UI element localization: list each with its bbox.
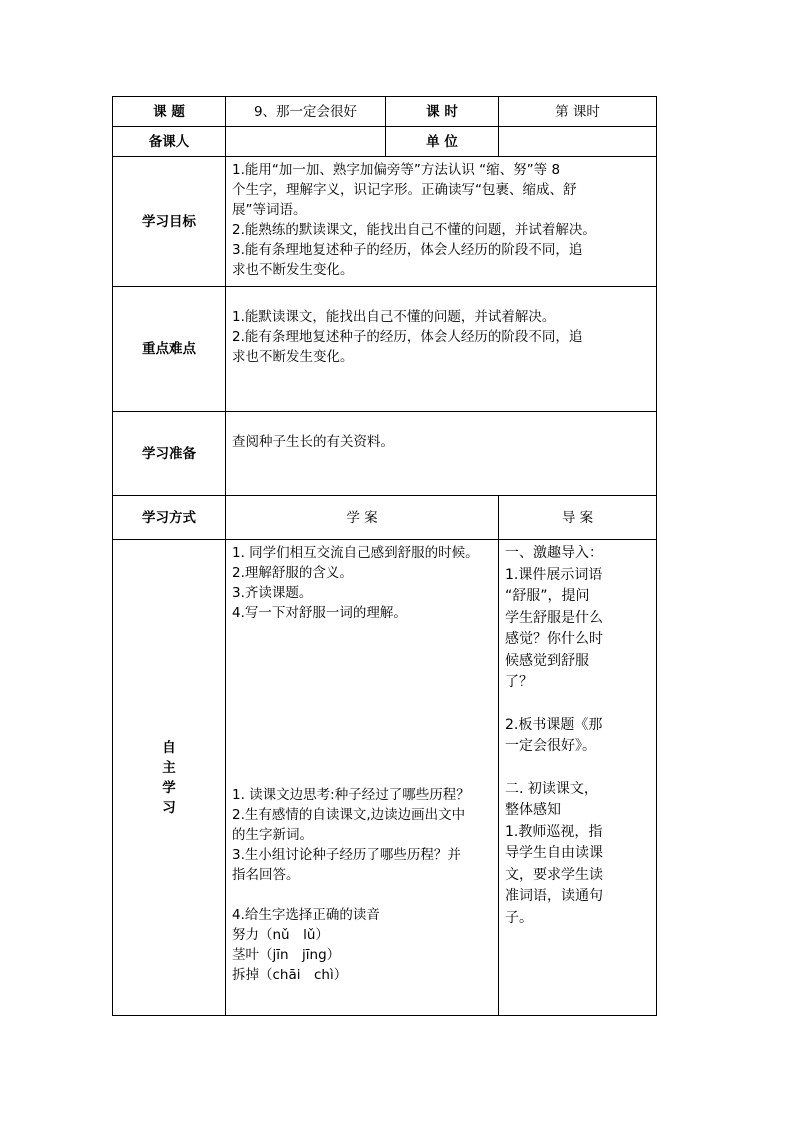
study-plan-line: 4.给生字选择正确的读音 (232, 907, 380, 923)
guide-plan-line: 感觉？你什么时 (505, 631, 603, 647)
period-label: 课 时 (386, 97, 499, 127)
guide-plan-line: 子。 (505, 909, 533, 926)
study-plan-line: 2.生有感情的自读课文,边读边画出文中 (232, 807, 466, 823)
study-plan-line: 茎叶（jīn jīng） (232, 947, 341, 963)
key-points-content (226, 287, 657, 412)
study-plan-header: 学 案 (226, 496, 499, 540)
unit-label: 单 位 (386, 127, 499, 157)
study-plan-line: 3.齐读课题。 (232, 585, 313, 601)
lesson-plan-table (112, 96, 657, 1016)
study-plan-line: 的生字新词。 (232, 827, 313, 843)
preparation-text: 查阅种子生长的有关资料。 (232, 434, 394, 450)
objectives-row (113, 157, 657, 287)
spacer (232, 885, 493, 905)
key-point-line: 1.能默读课文，能找出自己不懂的问题，并试着解决。 (232, 309, 556, 325)
guide-plan-line: 文，要求学生读 (505, 866, 603, 883)
guide-plan-line: 1.教师巡视，指 (505, 823, 603, 840)
spacer (232, 623, 493, 785)
objective-line: 个生字，理解字义，识记字形。正确读写“包裹、缩成、舒 (232, 182, 577, 198)
self-study-label-char: 主 (162, 759, 176, 776)
guide-plan-line: 2.板书课题《那 (505, 716, 603, 733)
study-plan-content (226, 540, 499, 1016)
study-plan-line: 4.写一下对舒服一词的理解。 (232, 605, 407, 621)
key-points-label: 重点难点 (113, 287, 226, 412)
preparation-label: 学习准备 (113, 412, 226, 496)
study-plan-line: 1. 同学们相互交流自己感到舒服的时候。 (232, 545, 479, 561)
unit-value (499, 127, 657, 157)
self-study-label-char: 自 (162, 739, 176, 756)
preparation-content (226, 412, 657, 496)
study-plan-line: 1. 读课文边思考:种子经过了哪些历程？ (232, 787, 470, 803)
objective-line: 3.能有条理地复述种子的经历，体会人经历的阶段不同，追 (232, 242, 583, 258)
self-study-row (113, 540, 657, 1016)
preparation-row (113, 412, 657, 496)
guide-plan-line: 二. 初读课文， (505, 780, 598, 797)
title-row (113, 97, 657, 127)
self-study-label-char: 习 (162, 799, 176, 816)
objectives-content (226, 157, 657, 287)
study-plan-line: 拆掉（chāi chì） (232, 967, 348, 983)
guide-plan-line: 一定会很好》。 (505, 738, 596, 754)
guide-plan-line: 1.课件展示词语 (505, 566, 603, 583)
study-plan-line: 2.理解舒服的含义。 (232, 565, 353, 581)
key-point-line: 2.能有条理地复述种子的经历，体会人经历的阶段不同，追 (232, 329, 583, 345)
study-plan-line: 努力（nǔ lǔ） (232, 927, 329, 943)
objective-line: 1.能用“加一加、熟字加偏旁等”方法认识 “缩、努”等 8 (232, 162, 561, 178)
objective-line: 2.能熟练的默读课文，能找出自己不懂的问题，并试着解决。 (232, 222, 596, 238)
preparer-value (226, 127, 386, 157)
spacer (505, 758, 651, 779)
guide-plan-line: 导学生自由读课 (505, 845, 603, 861)
objective-line: 求也不断发生变化。 (232, 262, 354, 278)
guide-plan-header: 导 案 (499, 496, 657, 540)
period-value: 第 课时 (499, 97, 657, 127)
spacer (505, 694, 651, 715)
objective-line: 展”等词语。 (232, 202, 307, 218)
self-study-label (113, 540, 226, 1016)
lesson-title-label: 课 题 (113, 97, 226, 127)
preparer-label: 备课人 (113, 127, 226, 157)
lesson-title-value: 9、那一定会很好 (226, 97, 386, 127)
objectives-label: 学习目标 (113, 157, 226, 287)
guide-plan-line: 准词语，读通句 (505, 888, 603, 904)
key-point-line: 求也不断发生变化。 (232, 349, 354, 365)
self-study-label-char: 学 (162, 779, 176, 796)
key-points-row (113, 287, 657, 412)
guide-plan-line: “舒服”，提问 (505, 588, 590, 604)
study-plan-line: 3.生小组讨论种子经历了哪些历程？并 (232, 847, 461, 863)
guide-plan-line: 候感觉到舒服 (505, 652, 589, 669)
study-plan-line: 指名回答。 (232, 867, 300, 883)
method-label: 学习方式 (113, 496, 226, 540)
guide-plan-content (499, 540, 657, 1016)
guide-plan-line: 学生舒服是什么 (505, 609, 603, 626)
preparer-row (113, 127, 657, 157)
method-header-row (113, 496, 657, 540)
guide-plan-line: 整体感知 (505, 802, 561, 818)
guide-plan-line: 了？ (505, 674, 533, 690)
guide-plan-line: 一、激趣导入： (505, 545, 603, 561)
